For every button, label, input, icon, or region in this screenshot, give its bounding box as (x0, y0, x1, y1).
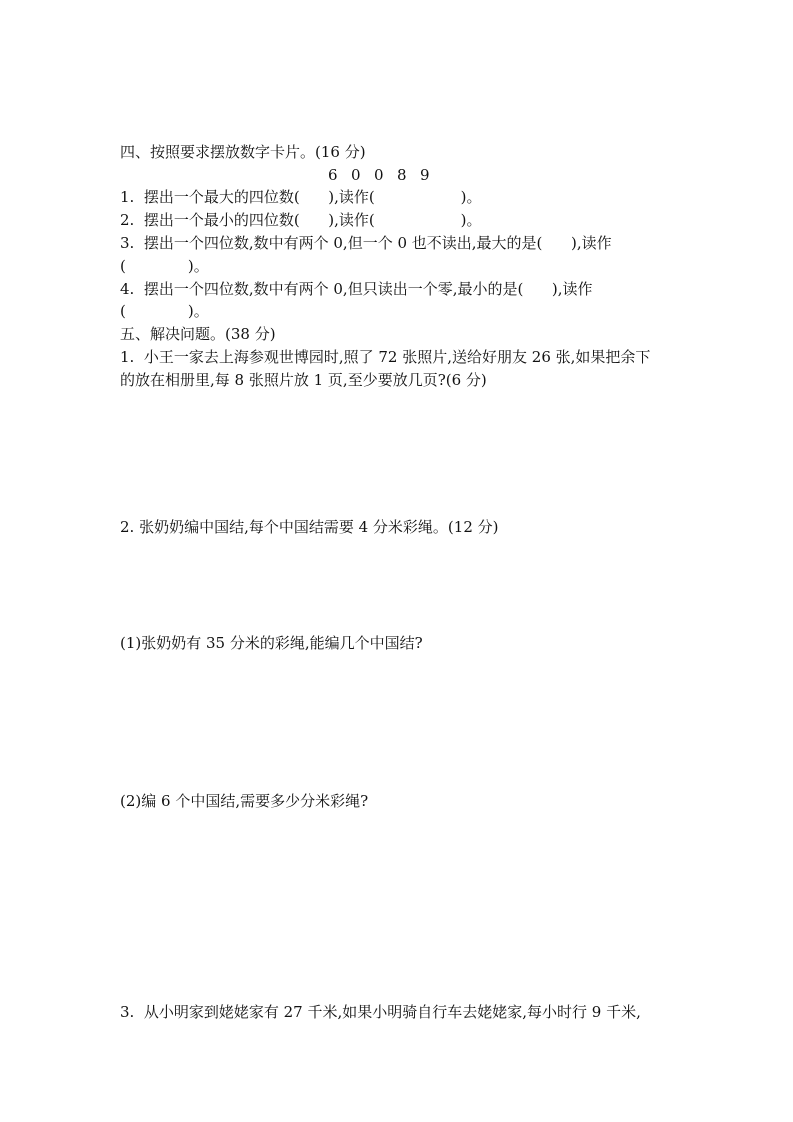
section-4-title: 四、按照要求摆放数字卡片。(16 分) (120, 143, 366, 161)
number-card: 0 (351, 166, 361, 184)
question-5-2-part-2: (2)编 6 个中国结,需要多少分米彩绳? (120, 792, 369, 810)
question-4-2: 2. 摆出一个最小的四位数( ),读作( )。 (120, 211, 482, 229)
section-5-title: 五、解决问题。(38 分) (120, 325, 276, 343)
number-card: 6 (328, 166, 338, 184)
question-4-3-answer-line: ( )。 (120, 257, 209, 275)
question-5-2: 2. 张奶奶编中国结,每个中国结需要 4 分米彩绳。(12 分) (120, 518, 499, 536)
question-4-4: 4. 摆出一个四位数,数中有两个 0,但只读出一个零,最小的是( ),读作 (120, 280, 593, 298)
question-5-2-part-1: (1)张奶奶有 35 分米的彩绳,能编几个中国结? (120, 634, 423, 652)
question-4-1: 1. 摆出一个最大的四位数( ),读作( )。 (120, 188, 482, 206)
number-card: 8 (397, 166, 407, 184)
number-card: 0 (374, 166, 384, 184)
question-4-4-answer-line: ( )。 (120, 302, 209, 320)
number-card: 9 (420, 166, 430, 184)
question-5-3: 3. 从小明家到姥姥家有 27 千米,如果小明骑自行车去姥姥家,每小时行 9 千米, (120, 1003, 641, 1021)
number-cards (328, 164, 443, 186)
question-5-1-line-2: 的放在相册里,每 8 张照片放 1 页,至少要放几页?(6 分) (120, 371, 487, 389)
question-4-3: 3. 摆出一个四位数,数中有两个 0,但一个 0 也不读出,最大的是( ),读作 (120, 234, 612, 252)
question-5-1-line-1: 1. 小王一家去上海参观世博园时,照了 72 张照片,送给好朋友 26 张,如果把余下 (120, 348, 651, 366)
